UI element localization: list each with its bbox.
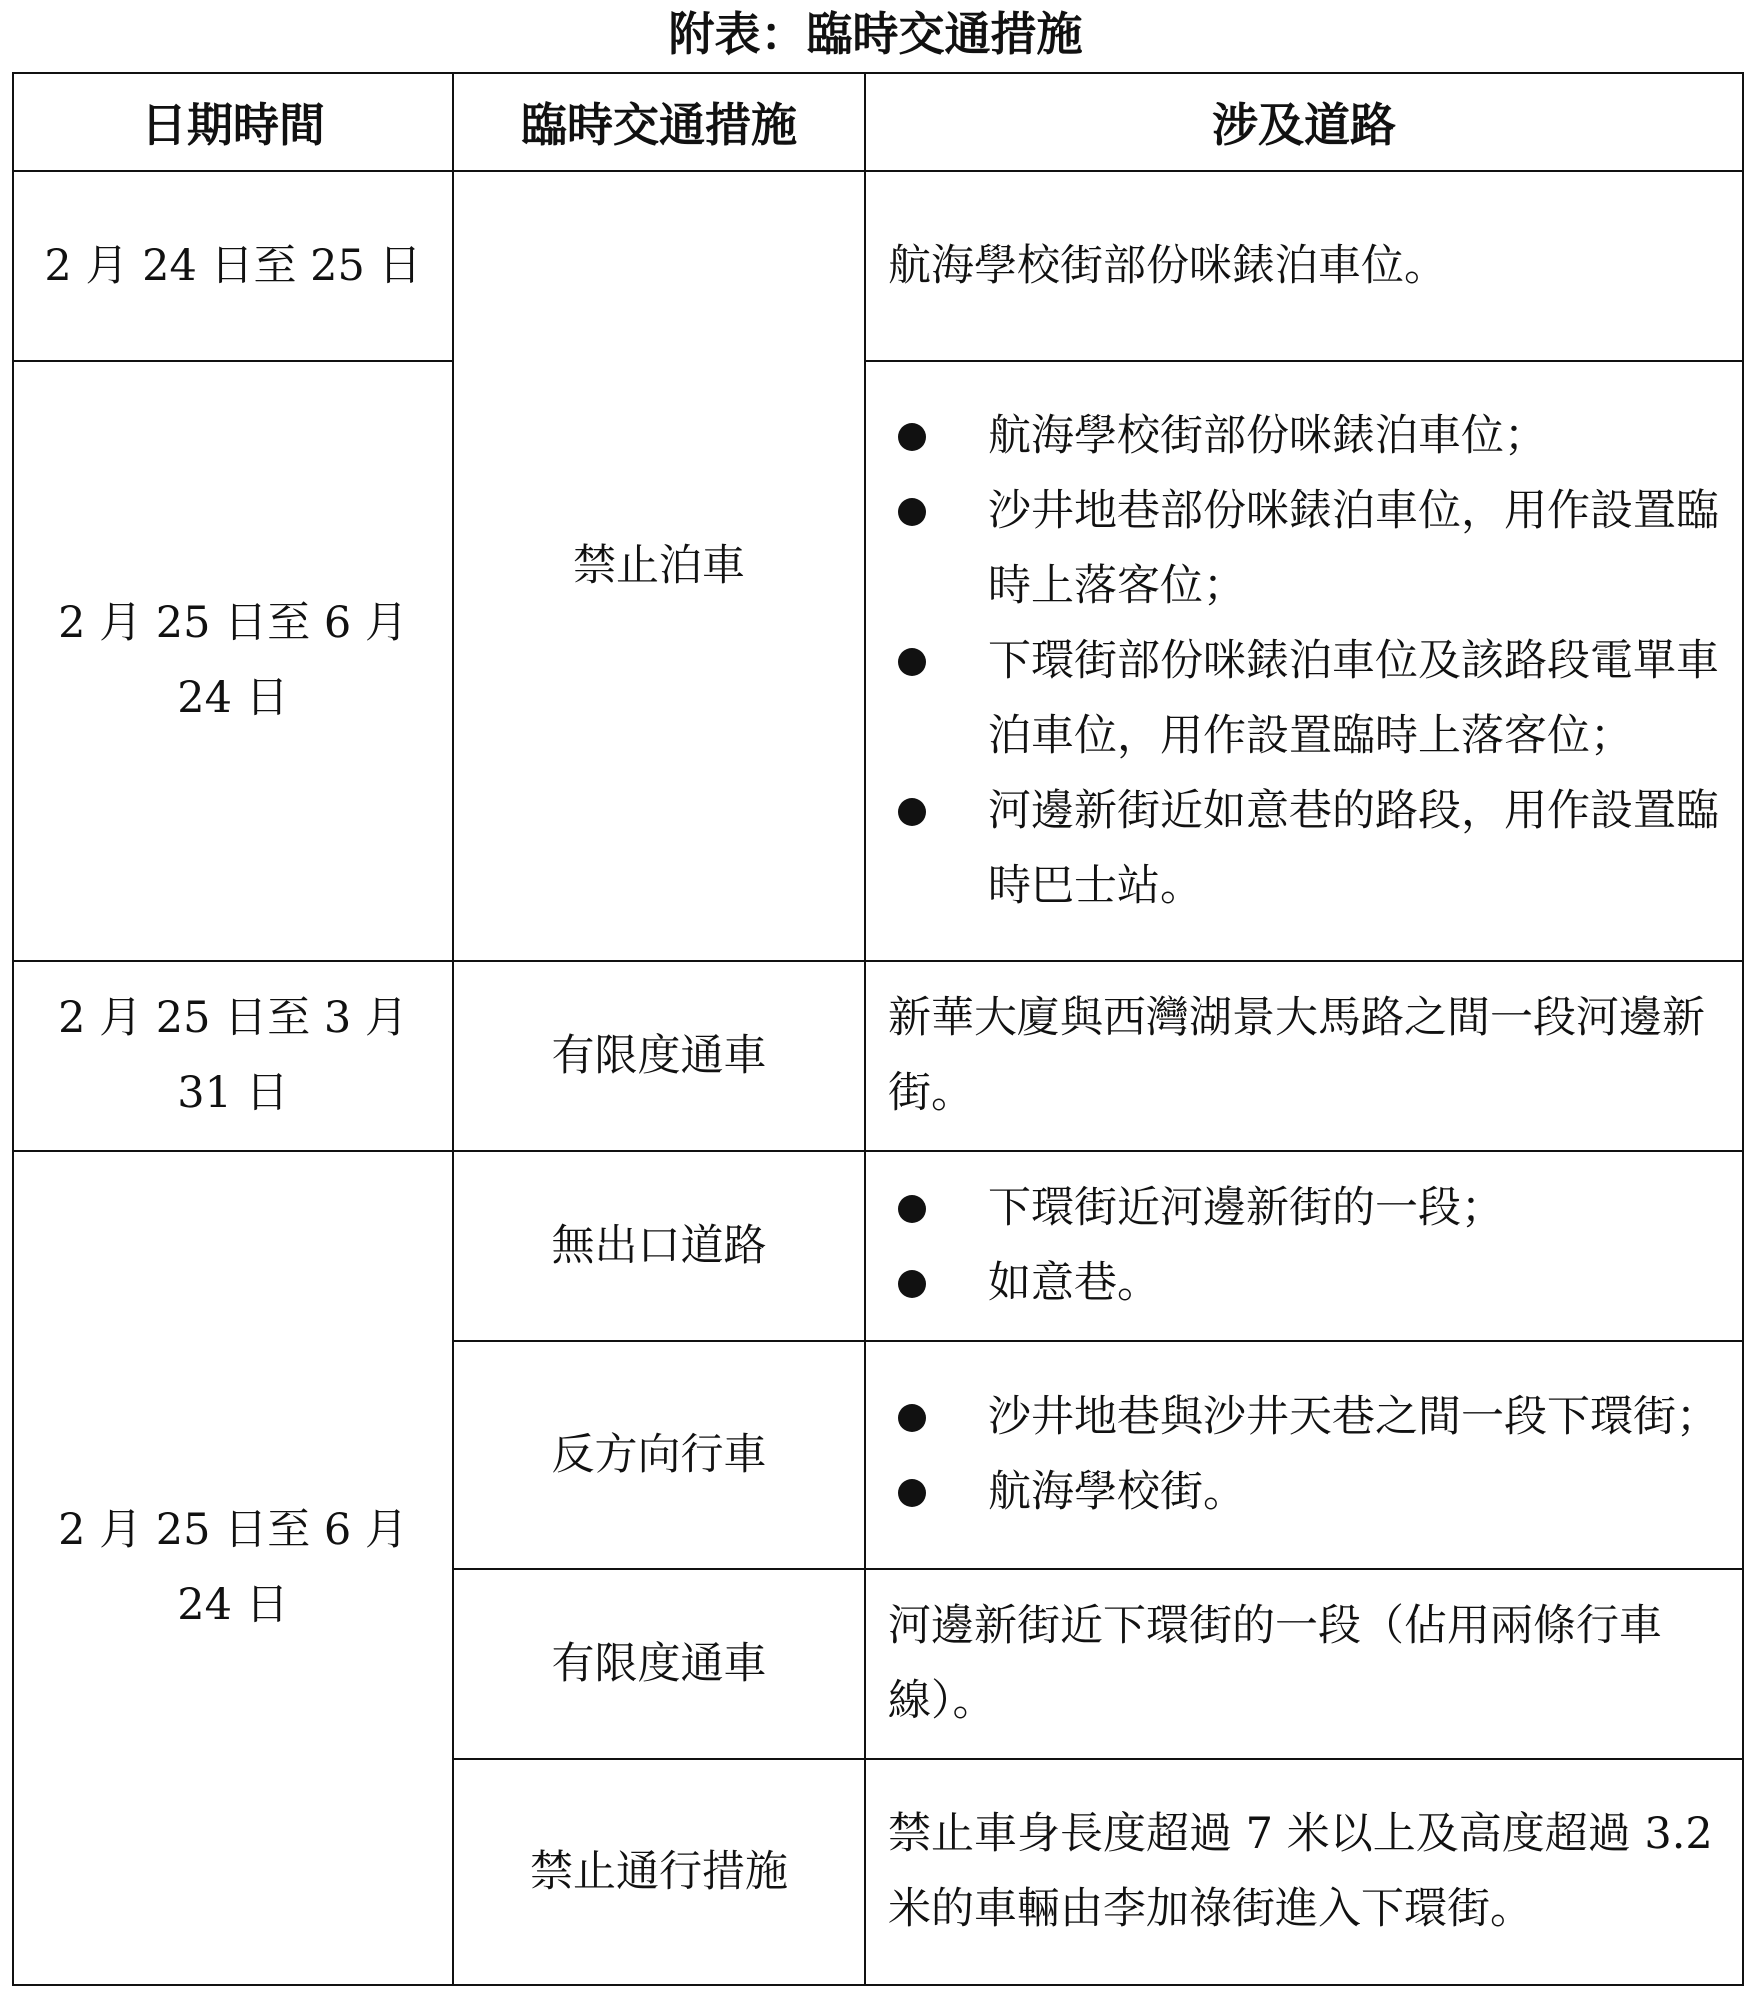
measure-cell: 禁止泊車	[453, 171, 865, 961]
road-item: 沙井地巷與沙井天巷之間一段下環街；	[988, 1392, 1719, 1442]
bullet-icon	[898, 1404, 926, 1432]
bullet-icon	[898, 648, 926, 676]
date-text: 2 月 25 日至 6 月 24 日	[58, 1505, 408, 1630]
list-item	[888, 474, 1722, 624]
list-item	[888, 774, 1722, 924]
date-cell: 2 月 24 日至 25 日	[13, 171, 453, 361]
measure-cell: 反方向行車	[453, 1341, 865, 1569]
roads-cell	[865, 1151, 1743, 1341]
table-row	[13, 961, 1743, 1151]
road-item: 航海學校街部份咪錶泊車位；	[988, 410, 1547, 461]
date-text: 2 月 25 日至 6 月 24 日	[58, 598, 408, 723]
table-row	[13, 1151, 1743, 1341]
date-cell	[13, 361, 453, 961]
measure-cell: 禁止通行措施	[453, 1759, 865, 1985]
table-row	[13, 171, 1743, 361]
roads-cell: 河邊新街近下環街的一段（佔用兩條行車線）。	[865, 1569, 1743, 1759]
road-item: 航海學校街。	[988, 1467, 1246, 1517]
bullet-icon	[898, 798, 926, 826]
date-text: 2 月 25 日至 3 月 31 日	[58, 993, 408, 1118]
list-item	[888, 1380, 1722, 1455]
bullet-icon	[898, 1195, 926, 1223]
header-date: 日期時間	[13, 73, 453, 171]
bullet-icon	[898, 1479, 926, 1507]
measure-cell: 無出口道路	[453, 1151, 865, 1341]
road-item: 沙井地巷部份咪錶泊車位，用作設置臨時上落客位；	[988, 485, 1719, 611]
roads-cell: 新華大廈與西灣湖景大馬路之間一段河邊新街。	[865, 961, 1743, 1151]
road-item: 如意巷。	[988, 1258, 1160, 1308]
list-item	[888, 1171, 1722, 1246]
date-cell	[13, 961, 453, 1151]
bullet-icon	[898, 423, 926, 451]
measure-cell: 有限度通車	[453, 961, 865, 1151]
roads-cell: 航海學校街部份咪錶泊車位。	[865, 171, 1743, 361]
measure-cell: 有限度通車	[453, 1569, 865, 1759]
bullet-icon	[898, 1270, 926, 1298]
header-roads: 涉及道路	[865, 73, 1743, 171]
table-row	[13, 361, 1743, 961]
list-item	[888, 1246, 1722, 1321]
bullet-icon	[898, 498, 926, 526]
header-measure: 臨時交通措施	[453, 73, 865, 171]
road-item: 河邊新街近如意巷的路段，用作設置臨時巴士站。	[988, 785, 1719, 911]
roads-cell	[865, 361, 1743, 961]
table-title: 附表：臨時交通措施	[668, 7, 1083, 61]
date-cell	[13, 1151, 453, 1985]
roads-cell: 禁止車身長度超過 7 米以上及高度超過 3.2 米的車輛由李加祿街進入下環街。	[865, 1759, 1743, 1985]
header-row	[13, 73, 1743, 171]
road-item: 下環街近河邊新街的一段；	[988, 1183, 1504, 1233]
roads-cell	[865, 1341, 1743, 1569]
list-item	[888, 624, 1722, 774]
traffic-measures-table	[12, 72, 1744, 1986]
list-item	[888, 399, 1722, 474]
list-item	[888, 1455, 1722, 1530]
road-item: 下環街部份咪錶泊車位及該路段電單車泊車位，用作設置臨時上落客位；	[988, 635, 1719, 761]
